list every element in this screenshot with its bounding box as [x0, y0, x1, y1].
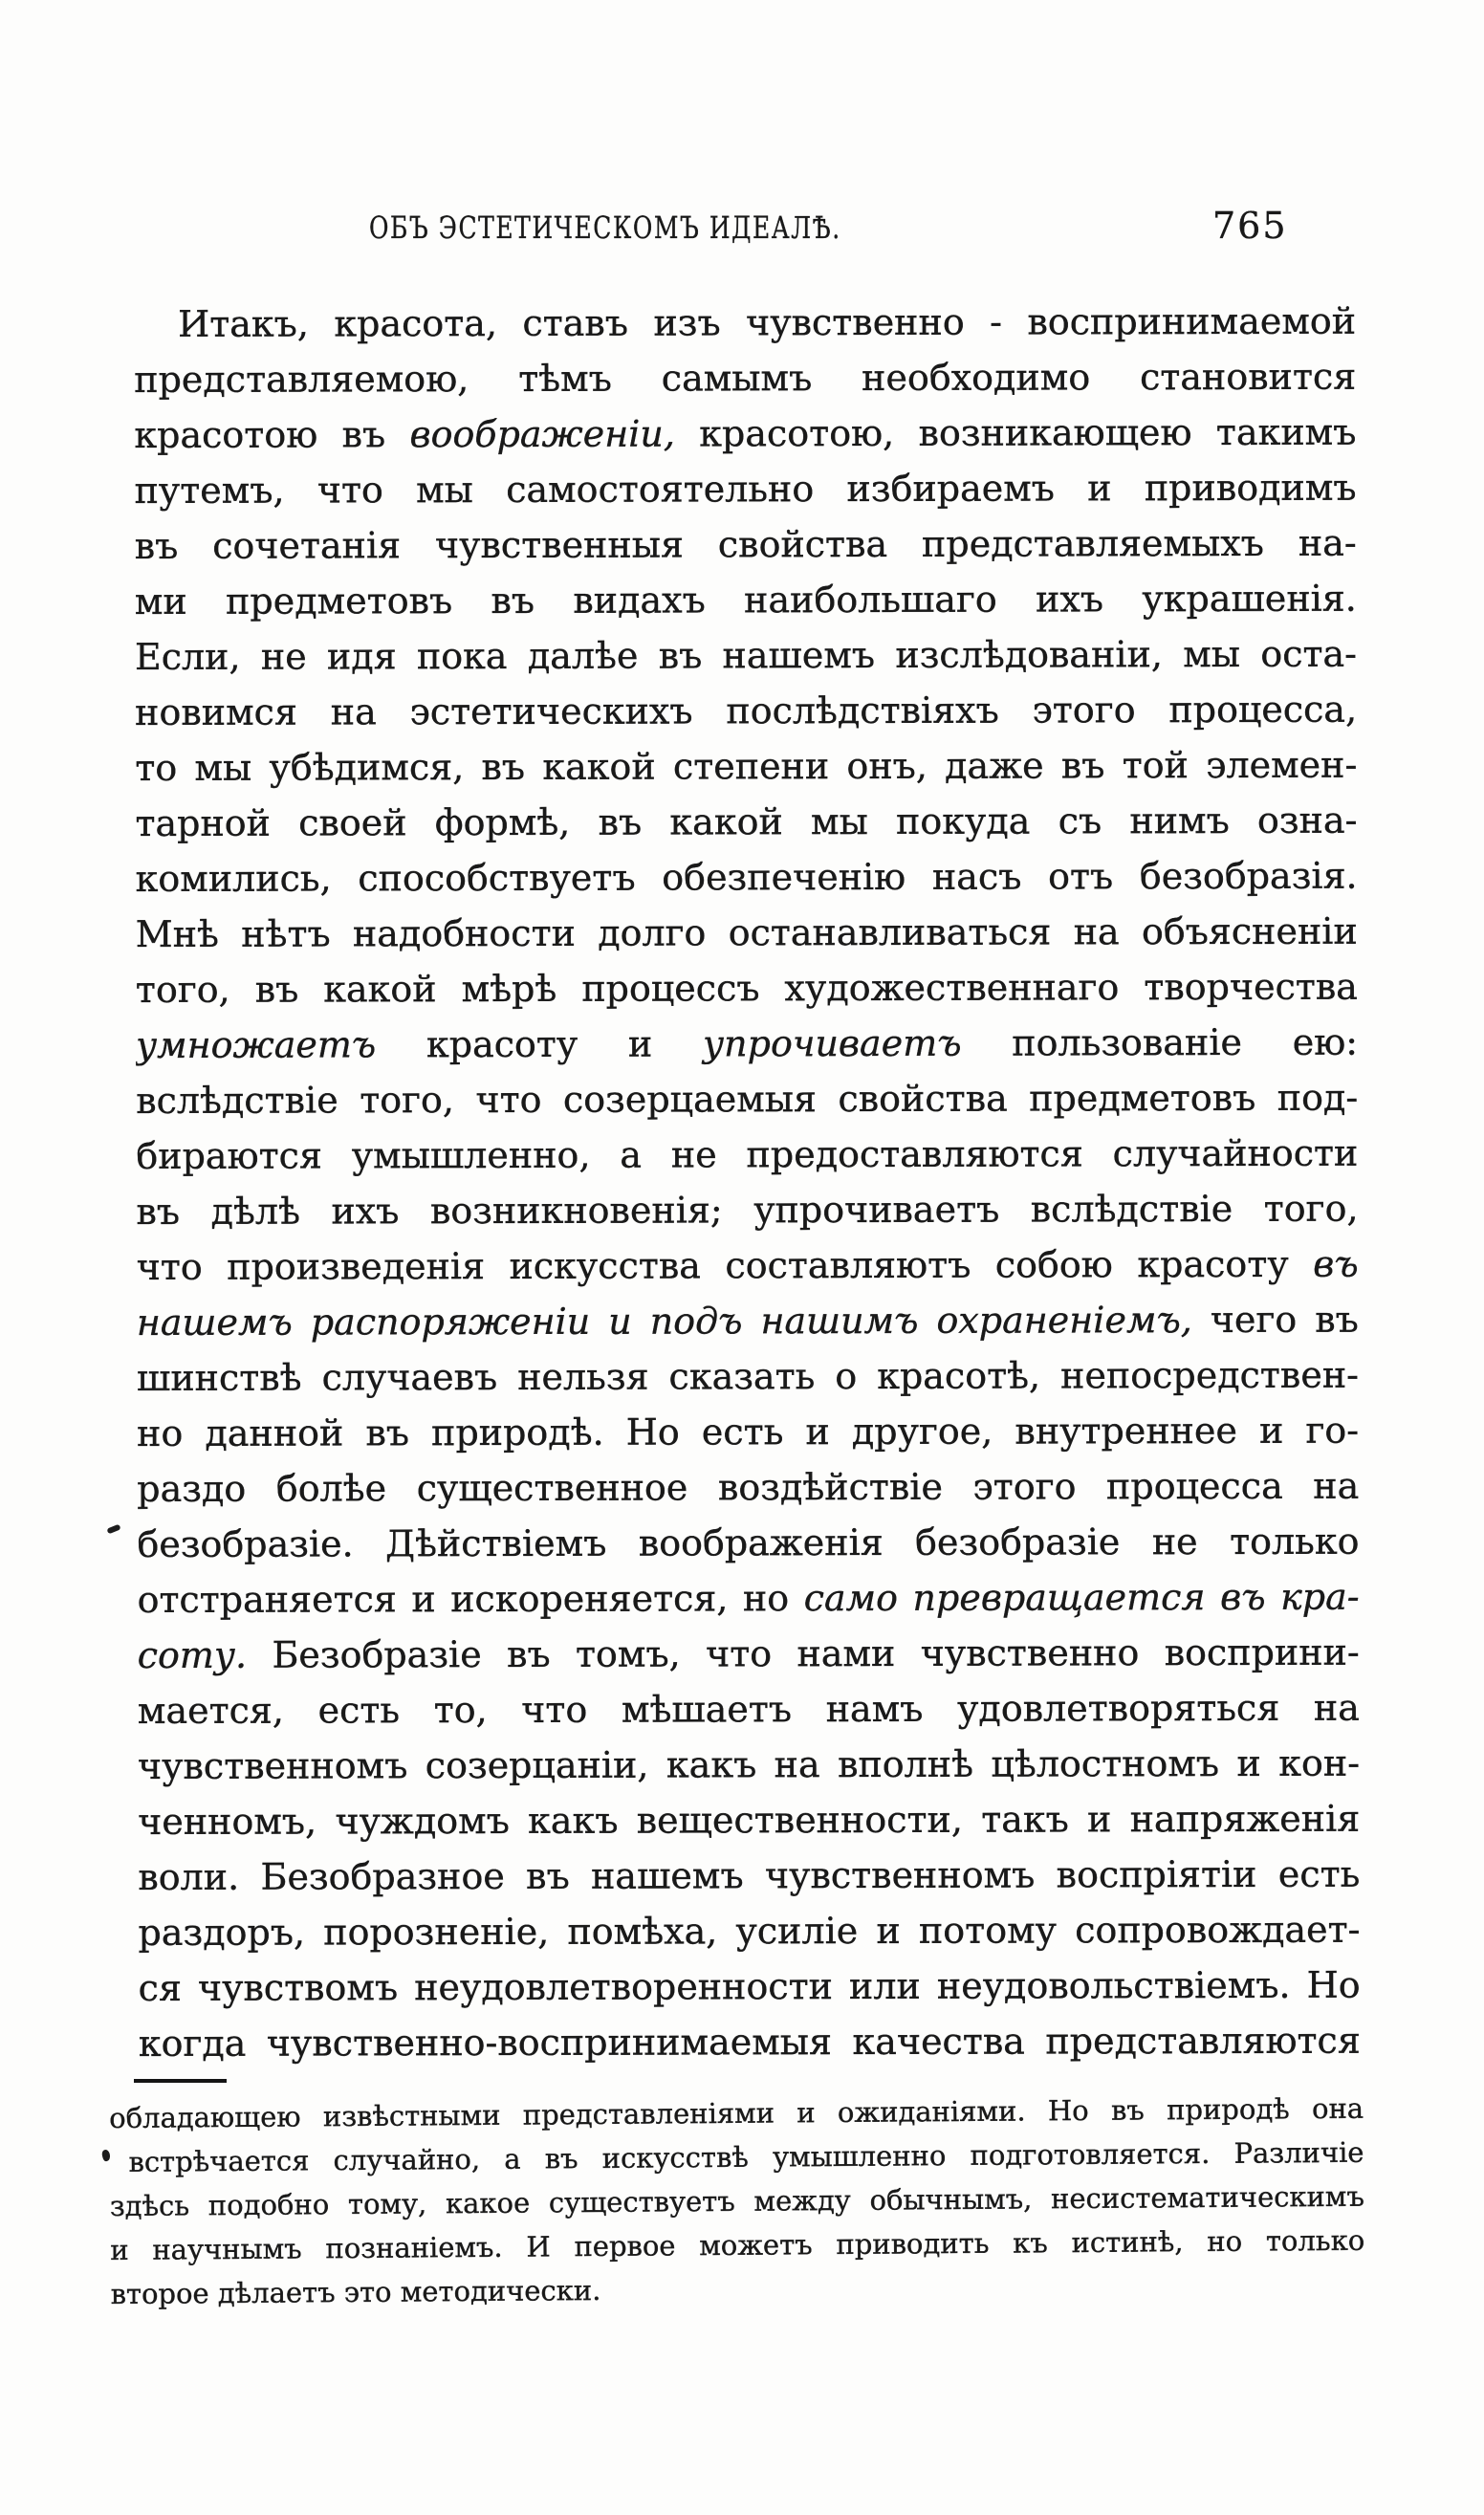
text-segment: пользованіе ею:: [1012, 1020, 1359, 1064]
text-line: [134, 349, 1356, 407]
text-segment: раздоръ, порозненіе, помѣха, усиліе и потому сопровождает-: [138, 1908, 1361, 1954]
text-segment: тарной своей формѣ, въ какой мы покуда съ нимъ озна-: [135, 798, 1358, 844]
text-line: [138, 1680, 1360, 1739]
italic-text-segment: въ: [1313, 1242, 1359, 1285]
running-header: [0, 0, 1484, 268]
text-line: [134, 294, 1356, 352]
text-line: [136, 1070, 1358, 1128]
text-segment: второе дѣлаетъ это методически.: [110, 2273, 601, 2310]
text-line: [138, 1847, 1360, 1905]
text-line: [137, 1458, 1359, 1517]
text-line: [136, 1126, 1358, 1184]
main-text: [134, 294, 1361, 2071]
text-segment: того, въ какой мѣрѣ процессъ художественнаго творчества: [135, 965, 1358, 1011]
text-line: [138, 1902, 1360, 1960]
text-line: [135, 682, 1357, 740]
footnote-text: [109, 2087, 1365, 2316]
text-line: [137, 1403, 1359, 1461]
text-line: [135, 737, 1357, 796]
text-line: [137, 1569, 1359, 1628]
text-line: [134, 405, 1356, 463]
text-segment: здѣсь подобно тому, какое существуетъ между обычнымъ, несистематическимъ: [109, 2179, 1364, 2222]
italic-text-segment: нашемъ распоряженіи и подъ нашимъ охраненіемъ,: [136, 1299, 1192, 1344]
text-segment: Безобразіе въ томъ, что нами чувственно восприни-: [246, 1630, 1360, 1676]
text-segment: красоту и: [376, 1022, 704, 1066]
text-segment: воли. Безобразное въ нашемъ чувственномъ воспріятіи есть: [138, 1852, 1361, 1898]
text-segment: представляемою, тѣмъ самымъ необходимо становится: [134, 355, 1357, 401]
text-segment: отстраняется и искореняется, но: [137, 1577, 804, 1621]
italic-text-segment: воображеніи,: [409, 412, 675, 456]
page-title: ОБЪ ЭСТЕТИЧЕСКОМЪ ИДЕАЛѢ.: [369, 209, 841, 246]
text-segment: чувственномъ созерцаніи, какъ на вполнѣ цѣлостномъ и кон-: [137, 1741, 1361, 1787]
text-line: [137, 1347, 1359, 1406]
italic-text-segment: умножаетъ: [135, 1023, 377, 1066]
text-line: [136, 959, 1358, 1017]
text-segment: но данной въ природѣ. Но есть и другое, внутреннее и го-: [137, 1409, 1360, 1454]
italic-text-segment: соту.: [137, 1633, 248, 1676]
text-line: [134, 460, 1356, 518]
text-segment: безобразіе. Дѣйствіемъ воображенія безобразіе не только: [137, 1520, 1360, 1565]
text-segment: шинствѣ случаевъ нельзя сказать о красотѣ, непосредствен-: [136, 1353, 1360, 1399]
italic-text-segment: само превращается въ кра-: [803, 1575, 1360, 1620]
text-line: [135, 571, 1357, 629]
text-line: [138, 1736, 1360, 1794]
text-segment: обладающею извѣстными представленіями и ожиданіями. Но въ природѣ она: [109, 2091, 1364, 2134]
text-segment: бираются умышленно, а не предоставляются случайности: [136, 1131, 1359, 1177]
text-segment: мается, есть то, что мѣшаетъ намъ удовлетворяться на: [137, 1686, 1360, 1732]
text-line: [136, 1015, 1358, 1073]
text-segment: комились, способствуетъ обезпеченію насъ отъ безобразія.: [135, 854, 1358, 900]
text-segment: въ сочетанія чувственныя свойства представляемыхъ на-: [134, 521, 1357, 567]
text-line: [137, 1514, 1359, 1572]
text-segment: красотою въ: [134, 413, 410, 456]
text-segment: то мы убѣдимся, въ какой степени онъ, даже въ той элемен-: [135, 743, 1358, 789]
text-line: [139, 2013, 1361, 2071]
text-segment: что произведенія искусства составляютъ собою красоту: [136, 1242, 1314, 1288]
text-line: [136, 1181, 1358, 1239]
text-line: [139, 1957, 1361, 2016]
text-segment: Мнѣ нѣтъ надобности долго останавливаться на объясненіи: [135, 909, 1358, 955]
text-segment: когда чувственно-воспринимаемыя качества представляются: [138, 2019, 1361, 2065]
text-segment: Итакъ, красота, ставъ изъ чувственно - воспринимаемой: [178, 299, 1357, 345]
text-line: [137, 1292, 1359, 1350]
margin-mark: [106, 1524, 120, 1535]
italic-text-segment: упрочиваетъ: [703, 1021, 962, 1065]
text-segment: и научнымъ познаніемъ. И первое можетъ приводить къ истинѣ, но только: [110, 2223, 1365, 2266]
text-line: [135, 515, 1357, 574]
text-segment: раздо болѣе существенное воздѣйствіе этого процесса на: [137, 1464, 1360, 1510]
text-line: [135, 626, 1357, 685]
page-number: 765: [1212, 205, 1288, 247]
text-line: [136, 848, 1358, 907]
text-line: [137, 1236, 1359, 1295]
footnote-separator: [134, 2079, 227, 2083]
text-segment: ченномъ, чуждомъ какъ вещественности, такъ и напряженія: [138, 1797, 1361, 1843]
text-line: [136, 904, 1358, 962]
text-segment: встрѣчается случайно, а въ искусствѣ умышленно подготовляется. Различіе: [128, 2135, 1364, 2178]
text-line: [110, 2263, 1364, 2316]
text-segment: вслѣдствіе того, что созерцаемыя свойства предметовъ под-: [136, 1076, 1359, 1122]
text-segment: Если, не идя пока далѣе въ нашемъ изслѣдованіи, мы оста-: [134, 632, 1358, 678]
text-line: [138, 1791, 1360, 1849]
text-segment: новимся на эстетическихъ послѣдствіяхъ этого процесса,: [135, 688, 1358, 733]
text-segment: ми предметовъ въ видахъ наибольшаго ихъ украшенія.: [134, 577, 1357, 623]
text-segment: ся чувствомъ неудовлетворенности или неудовольствіемъ. Но: [138, 1963, 1361, 2009]
text-line: [138, 1625, 1360, 1683]
text-segment: чего въ: [1210, 1298, 1359, 1342]
text-line: [135, 793, 1357, 851]
text-segment: путемъ, что мы самостоятельно избираемъ и приводимъ: [134, 466, 1357, 512]
text-segment: въ дѣлѣ ихъ возникновенія; упрочиваетъ вслѣдствіе того,: [136, 1187, 1359, 1233]
text-segment: красотою, возникающею такимъ: [674, 410, 1357, 455]
